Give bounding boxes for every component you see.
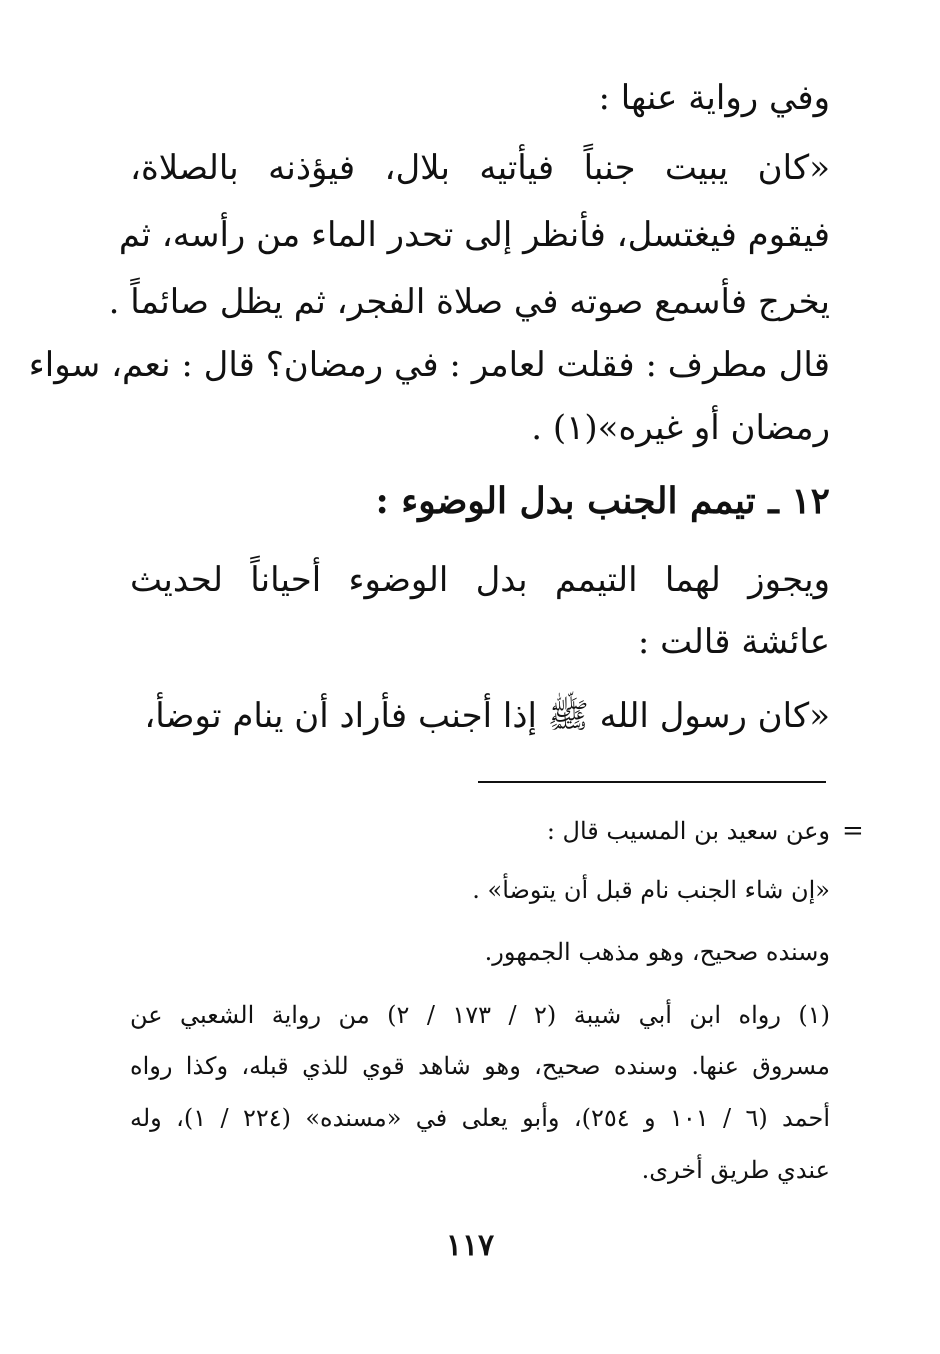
page-number: ١١٧ — [445, 1228, 495, 1263]
footnote-line: عندي طريق أخرى. — [641, 1156, 830, 1184]
footnote-line: وسنده صحيح، وهو مذهب الجمهور. — [484, 938, 830, 966]
text-line: «كان رسول الله ﷺ إذا أجنب فأراد أن ينام توضأ، — [144, 696, 830, 736]
text-line: رمضان أو غيره»(١) . — [531, 408, 830, 448]
text-line: ويجوز لهما التيمم بدل الوضوء أحياناً لحديث — [130, 560, 830, 600]
text-line: يخرج فأسمع صوته في صلاة الفجر، ثم يظل صائماً . — [108, 282, 830, 322]
footnote-separator — [478, 781, 826, 783]
footnote-continuation-mark: = — [842, 816, 864, 846]
text-line: وفي رواية عنها : — [598, 78, 830, 118]
section-heading: ١٢ ـ تيمم الجنب بدل الوضوء : — [375, 480, 830, 522]
footnote-line: «إن شاء الجنب نام قبل أن يتوضأ» . — [472, 876, 830, 904]
text-line: عائشة قالت : — [637, 622, 830, 662]
text-line: قال مطرف : فقلت لعامر : في رمضان؟ قال : نعم، سواء — [28, 345, 830, 385]
text-line: فيقوم فيغتسل، فأنظر إلى تحدر الماء من رأسه، ثم — [118, 215, 830, 255]
footnote-line: مسروق عنها. وسنده صحيح، وهو شاهد قوي للذي قبله، وكذا رواه — [130, 1052, 830, 1080]
text-line: «كان يبيت جنباً فيأتيه بلال، فيؤذنه بالصلاة، — [130, 148, 830, 188]
footnote-line: أحمد (٦ / ١٠١ و ٢٥٤)، وأبو يعلى في «مسنده» (٢٢٤ / ١)، وله — [130, 1104, 831, 1132]
footnote-line: (١) رواه ابن أبي شيبة (٢ / ١٧٣ / ٢) من رواية الشعبي عن — [130, 1001, 830, 1029]
footnote-line: وعن سعيد بن المسيب قال : — [546, 817, 830, 845]
